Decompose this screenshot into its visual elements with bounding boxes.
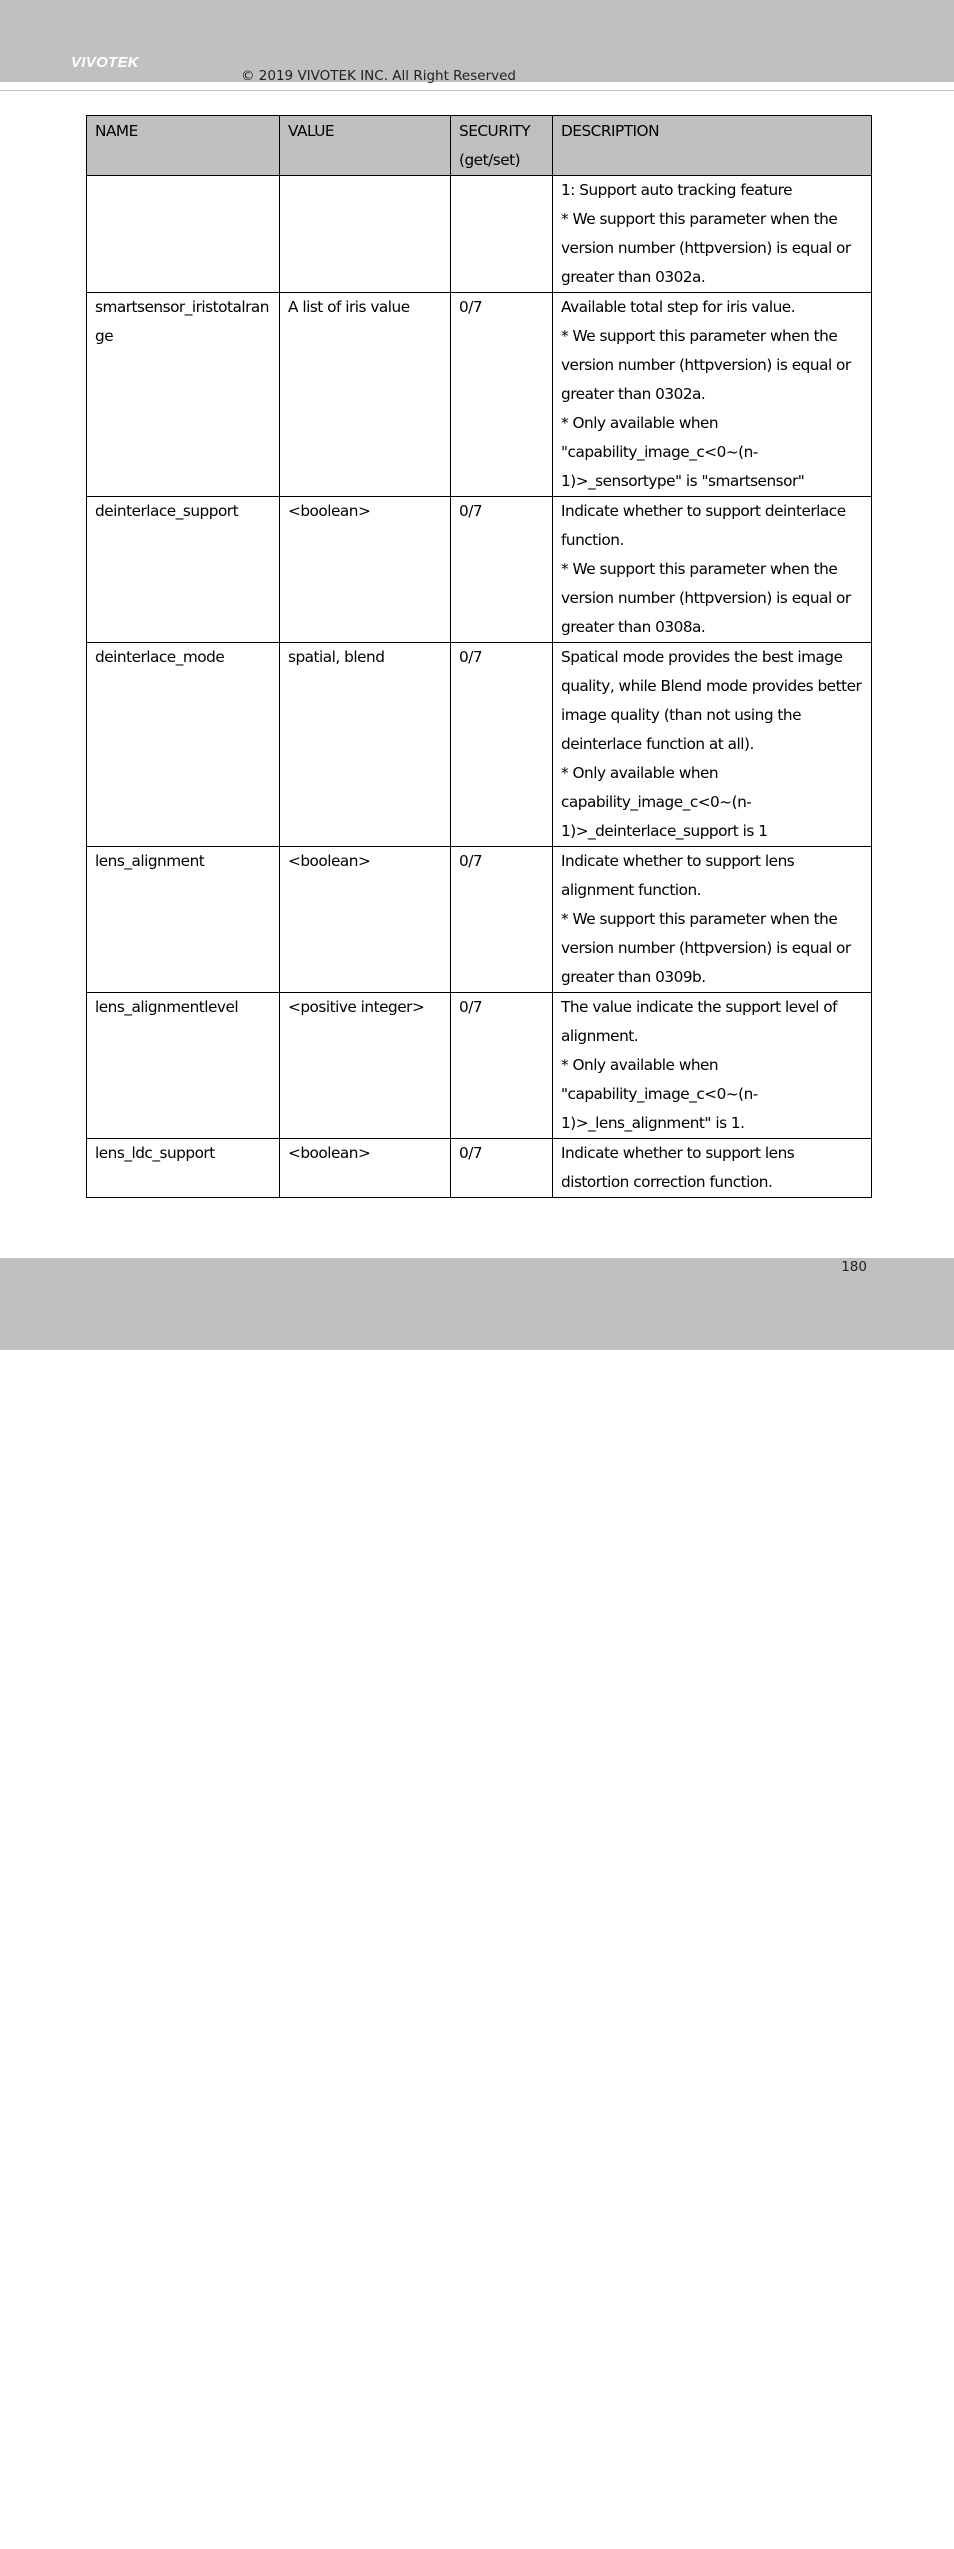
cell-name: lens_alignment xyxy=(87,847,280,993)
manual-label: 312 - User's Manual xyxy=(69,2533,194,2549)
cell-name: deinterlace_mode xyxy=(87,643,280,847)
cell-value: <boolean> xyxy=(280,847,451,993)
copyright-text: © 2019 VIVOTEK INC. All Right Reserved xyxy=(241,68,516,84)
cell-name: lens_ldc_support xyxy=(87,1139,280,1198)
description-line: Indicate whether to support deinterlace function. xyxy=(561,502,846,549)
description-line: 1: Support auto tracking feature xyxy=(561,181,793,199)
cell-name: deinterlace_support xyxy=(87,497,280,643)
page-header xyxy=(0,0,954,82)
cell-description xyxy=(553,293,872,497)
cell-security xyxy=(451,176,553,293)
description-line: * Only available when capability_image_c<0~(n-1)>_deinterlace_support is 1 xyxy=(561,764,768,840)
description-line: * Only available when "capability_image_c<0~(n-1)>_lens_alignment" is 1. xyxy=(561,1056,758,1132)
cell-security: 0/7 xyxy=(451,643,553,847)
cell-description xyxy=(553,847,872,993)
column-header-name: NAME xyxy=(87,116,280,176)
description-line: * We support this parameter when the version number (httpversion) is equal or greater than 0309b. xyxy=(561,910,851,986)
description-line: Spatical mode provides the best image quality, while Blend mode provides better image quality (than not using the deinterlace function at all). xyxy=(561,648,862,753)
description-line: Indicate whether to support lens alignment function. xyxy=(561,852,795,899)
cell-description xyxy=(553,176,872,293)
description-line: The value indicate the support level of alignment. xyxy=(561,998,837,1045)
table-row xyxy=(87,993,872,1139)
cell-value: <positive integer> xyxy=(280,993,451,1139)
cell-name: smartsensor_iristotalrange xyxy=(87,293,280,497)
cell-value xyxy=(280,176,451,293)
column-header-description: DESCRIPTION xyxy=(553,116,872,176)
parameter-table xyxy=(86,115,872,1198)
cell-description xyxy=(553,993,872,1139)
cell-description xyxy=(553,643,872,847)
cell-name xyxy=(87,176,280,293)
cell-value: spatial, blend xyxy=(280,643,451,847)
cell-security: 0/7 xyxy=(451,1139,553,1198)
cell-security: 0/7 xyxy=(451,993,553,1139)
cell-security: 0/7 xyxy=(451,847,553,993)
cell-description xyxy=(553,497,872,643)
description-line: Indicate whether to support lens distortion correction function. xyxy=(561,1144,795,1191)
description-line: Available total step for iris value. xyxy=(561,298,796,316)
cell-value: A list of iris value xyxy=(280,293,451,497)
header-divider xyxy=(0,90,954,91)
table-header-row xyxy=(87,116,872,176)
description-line: * Only available when "capability_image_c<0~(n-1)>_sensortype" is "smartsensor" xyxy=(561,414,805,490)
table-row xyxy=(87,293,872,497)
column-header-security: SECURITY (get/set) xyxy=(451,116,553,176)
page-number: 180 xyxy=(841,1259,867,1275)
table-row xyxy=(87,497,872,643)
description-line: * We support this parameter when the version number (httpversion) is equal or greater than 0302a. xyxy=(561,210,851,286)
description-line: * We support this parameter when the version number (httpversion) is equal or greater than 0308a. xyxy=(561,560,851,636)
column-header-value: VALUE xyxy=(280,116,451,176)
brand-logo: VIVOTEK xyxy=(71,54,139,71)
table-body xyxy=(87,176,872,1198)
table-row xyxy=(87,1139,872,1198)
description-line: * We support this parameter when the version number (httpversion) is equal or greater than 0302a. xyxy=(561,327,851,403)
cell-value: <boolean> xyxy=(280,497,451,643)
page-footer xyxy=(0,1258,954,2549)
cell-security: 0/7 xyxy=(451,497,553,643)
table-row xyxy=(87,643,872,847)
cell-name: lens_alignmentlevel xyxy=(87,993,280,1139)
cell-value: <boolean> xyxy=(280,1139,451,1198)
table-row xyxy=(87,847,872,993)
cell-description xyxy=(553,1139,872,1198)
cell-security: 0/7 xyxy=(451,293,553,497)
table-row xyxy=(87,176,872,293)
